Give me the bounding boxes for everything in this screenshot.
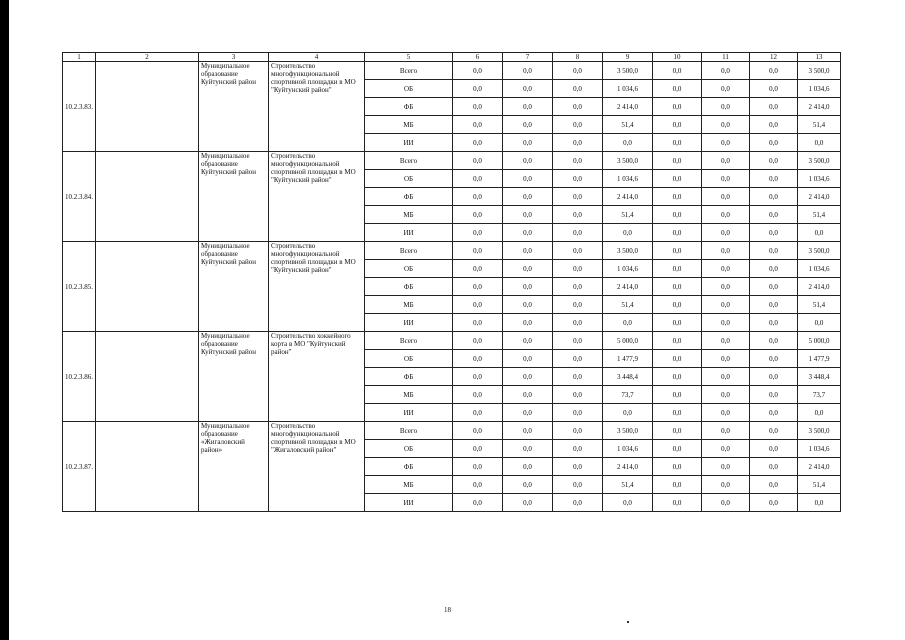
value-cell: 0,0 [750,458,798,476]
value-cell: 0,0 [750,62,798,80]
value-cell: 0,0 [750,188,798,206]
empty-cell [96,62,199,152]
value-cell: 0,0 [553,116,603,134]
executor-cell: Муниципальное образование Куйтунский район [199,62,269,152]
value-cell: 0,0 [553,134,603,152]
scan-speck [627,621,629,623]
table-row [63,62,841,80]
value-cell: 51,4 [798,296,841,314]
budget-table [62,52,841,512]
value-cell: 0,0 [798,134,841,152]
value-cell: 0,0 [553,152,603,170]
value-cell: 0,0 [553,440,603,458]
value-cell: 1 034,6 [798,260,841,278]
value-cell: 0,0 [453,440,503,458]
value-cell: 3 448,4 [603,368,653,386]
value-cell: 0,0 [702,422,750,440]
empty-cell [96,422,199,512]
value-cell: 0,0 [603,494,653,512]
value-cell: 0,0 [702,476,750,494]
value-cell: 51,4 [603,116,653,134]
value-cell: 0,0 [702,350,750,368]
value-cell: 0,0 [503,458,553,476]
value-cell: 0,0 [750,422,798,440]
col-header: 1 [63,53,96,62]
value-cell: 73,7 [603,386,653,404]
value-cell: 0,0 [653,260,702,278]
value-cell: 0,0 [750,98,798,116]
value-cell: 0,0 [453,170,503,188]
activity-cell: Строительство хоккейного корта в МО "Куйтунский район" [269,332,365,422]
value-cell: 0,0 [453,80,503,98]
value-cell: 5 000,0 [798,332,841,350]
value-cell: 0,0 [453,404,503,422]
funding-source: ФБ [365,98,453,116]
col-header: 8 [553,53,603,62]
item-code: 10.2.3.84. [63,152,96,242]
value-cell: 0,0 [503,278,553,296]
value-cell: 3 500,0 [603,152,653,170]
value-cell: 0,0 [798,314,841,332]
item-code: 10.2.3.83. [63,62,96,152]
funding-source: Всего [365,422,453,440]
value-cell: 0,0 [702,278,750,296]
value-cell: 0,0 [553,278,603,296]
funding-source: ФБ [365,458,453,476]
value-cell: 0,0 [653,152,702,170]
value-cell: 0,0 [653,332,702,350]
value-cell: 0,0 [653,476,702,494]
value-cell: 0,0 [503,314,553,332]
value-cell: 0,0 [653,242,702,260]
value-cell: 0,0 [750,386,798,404]
funding-source: МБ [365,296,453,314]
value-cell: 0,0 [702,404,750,422]
value-cell: 2 414,0 [798,98,841,116]
value-cell: 0,0 [750,134,798,152]
value-cell: 1 034,6 [603,170,653,188]
activity-cell: Строительство многофункциональной спортивной площадки в МО "Куйтунский район" [269,62,365,152]
table-row [63,152,841,170]
value-cell: 0,0 [553,350,603,368]
value-cell: 0,0 [503,98,553,116]
value-cell: 0,0 [702,98,750,116]
value-cell: 0,0 [503,62,553,80]
value-cell: 0,0 [603,404,653,422]
value-cell: 3 500,0 [798,422,841,440]
value-cell: 51,4 [603,296,653,314]
value-cell: 0,0 [653,386,702,404]
value-cell: 0,0 [503,224,553,242]
funding-source: ФБ [365,188,453,206]
value-cell: 0,0 [653,206,702,224]
value-cell: 1 034,6 [798,80,841,98]
col-header: 5 [365,53,453,62]
value-cell: 0,0 [702,242,750,260]
value-cell: 0,0 [453,62,503,80]
value-cell: 1 034,6 [798,440,841,458]
value-cell: 0,0 [453,458,503,476]
value-cell: 0,0 [503,296,553,314]
value-cell: 5 000,0 [603,332,653,350]
value-cell: 0,0 [750,80,798,98]
value-cell: 0,0 [750,440,798,458]
value-cell: 51,4 [603,476,653,494]
col-header: 3 [199,53,269,62]
value-cell: 0,0 [503,170,553,188]
value-cell: 73,7 [798,386,841,404]
value-cell: 0,0 [653,170,702,188]
value-cell: 0,0 [503,422,553,440]
value-cell: 0,0 [702,134,750,152]
value-cell: 0,0 [653,80,702,98]
funding-source: Всего [365,332,453,350]
value-cell: 0,0 [750,314,798,332]
value-cell: 0,0 [503,404,553,422]
value-cell: 0,0 [702,458,750,476]
value-cell: 0,0 [503,188,553,206]
value-cell: 0,0 [702,188,750,206]
value-cell: 0,0 [750,368,798,386]
value-cell: 0,0 [653,296,702,314]
value-cell: 2 414,0 [798,278,841,296]
value-cell: 0,0 [553,458,603,476]
value-cell: 0,0 [553,188,603,206]
value-cell: 2 414,0 [603,278,653,296]
funding-source: ИИ [365,314,453,332]
funding-source: ОБ [365,260,453,278]
value-cell: 0,0 [553,476,603,494]
item-code: 10.2.3.86. [63,332,96,422]
value-cell: 0,0 [453,332,503,350]
col-header: 7 [503,53,553,62]
table-row [63,422,841,440]
value-cell: 0,0 [503,368,553,386]
value-cell: 3 500,0 [603,62,653,80]
value-cell: 0,0 [702,116,750,134]
funding-source: Всего [365,152,453,170]
value-cell: 0,0 [798,494,841,512]
value-cell: 0,0 [453,152,503,170]
value-cell: 0,0 [653,188,702,206]
value-cell: 0,0 [453,296,503,314]
value-cell: 0,0 [653,314,702,332]
page-number: 18 [444,606,451,614]
value-cell: 0,0 [503,152,553,170]
value-cell: 0,0 [750,278,798,296]
value-cell: 0,0 [553,332,603,350]
executor-cell: Муниципальное образование Куйтунский район [199,332,269,422]
value-cell: 0,0 [553,368,603,386]
value-cell: 0,0 [702,170,750,188]
value-cell: 0,0 [553,386,603,404]
funding-source: ИИ [365,494,453,512]
value-cell: 51,4 [798,206,841,224]
table-row [63,242,841,260]
value-cell: 0,0 [553,494,603,512]
item-code: 10.2.3.87. [63,422,96,512]
value-cell: 0,0 [750,494,798,512]
value-cell: 1 477,9 [798,350,841,368]
value-cell: 0,0 [553,422,603,440]
value-cell: 0,0 [553,296,603,314]
value-cell: 0,0 [503,476,553,494]
value-cell: 0,0 [503,386,553,404]
value-cell: 0,0 [702,440,750,458]
value-cell: 0,0 [553,62,603,80]
value-cell: 0,0 [702,368,750,386]
value-cell: 0,0 [453,494,503,512]
value-cell: 0,0 [553,224,603,242]
value-cell: 0,0 [453,476,503,494]
value-cell: 3 500,0 [798,152,841,170]
value-cell: 0,0 [503,260,553,278]
value-cell: 0,0 [453,134,503,152]
value-cell: 0,0 [750,242,798,260]
activity-cell: Строительство многофункциональной спортивной площадки в МО "Жигаловский район" [269,422,365,512]
value-cell: 3 500,0 [603,242,653,260]
value-cell: 0,0 [503,134,553,152]
value-cell: 0,0 [453,188,503,206]
value-cell: 3 500,0 [798,62,841,80]
value-cell: 0,0 [750,296,798,314]
value-cell: 2 414,0 [603,458,653,476]
value-cell: 0,0 [653,98,702,116]
value-cell: 0,0 [702,206,750,224]
value-cell: 0,0 [503,332,553,350]
empty-cell [96,152,199,242]
value-cell: 0,0 [702,494,750,512]
table-body [63,62,841,512]
value-cell: 0,0 [702,80,750,98]
value-cell: 0,0 [702,260,750,278]
funding-source: ИИ [365,134,453,152]
value-cell: 0,0 [702,314,750,332]
value-cell: 0,0 [553,314,603,332]
value-cell: 0,0 [750,260,798,278]
value-cell: 0,0 [750,350,798,368]
scan-left-edge [0,0,9,640]
value-cell: 0,0 [503,80,553,98]
value-cell: 0,0 [750,152,798,170]
value-cell: 0,0 [603,224,653,242]
value-cell: 0,0 [653,116,702,134]
value-cell: 0,0 [453,242,503,260]
col-header: 2 [96,53,199,62]
item-code: 10.2.3.85. [63,242,96,332]
value-cell: 0,0 [750,404,798,422]
value-cell: 1 034,6 [603,80,653,98]
col-header: 10 [653,53,702,62]
value-cell: 0,0 [750,224,798,242]
value-cell: 0,0 [750,476,798,494]
value-cell: 0,0 [653,134,702,152]
funding-source: ФБ [365,278,453,296]
funding-source: МБ [365,476,453,494]
value-cell: 0,0 [653,278,702,296]
value-cell: 0,0 [702,332,750,350]
value-cell: 1 034,6 [603,260,653,278]
value-cell: 0,0 [653,494,702,512]
value-cell: 0,0 [798,404,841,422]
funding-source: ИИ [365,224,453,242]
value-cell: 0,0 [653,62,702,80]
funding-source: МБ [365,206,453,224]
value-cell: 0,0 [750,116,798,134]
value-cell: 0,0 [453,206,503,224]
col-header: 9 [603,53,653,62]
value-cell: 0,0 [702,152,750,170]
funding-source: ОБ [365,170,453,188]
value-cell: 0,0 [503,116,553,134]
value-cell: 51,4 [603,206,653,224]
executor-cell: Муниципальное образование Куйтунский район [199,152,269,242]
value-cell: 0,0 [503,350,553,368]
value-cell: 0,0 [453,368,503,386]
funding-source: МБ [365,116,453,134]
funding-source: Всего [365,62,453,80]
activity-cell: Строительство многофункциональной спортивной площадки в МО "Куйтунский район" [269,242,365,332]
table-row [63,332,841,350]
value-cell: 0,0 [603,134,653,152]
value-cell: 0,0 [553,170,603,188]
value-cell: 0,0 [750,170,798,188]
value-cell: 0,0 [798,224,841,242]
value-cell: 0,0 [750,206,798,224]
executor-cell: Муниципальное образование «Жигаловский район» [199,422,269,512]
value-cell: 3 500,0 [798,242,841,260]
value-cell: 0,0 [453,98,503,116]
value-cell: 1 034,6 [798,170,841,188]
value-cell: 0,0 [702,224,750,242]
value-cell: 0,0 [503,440,553,458]
value-cell: 0,0 [653,350,702,368]
value-cell: 0,0 [702,296,750,314]
value-cell: 51,4 [798,476,841,494]
value-cell: 0,0 [453,260,503,278]
value-cell: 0,0 [503,242,553,260]
value-cell: 0,0 [453,314,503,332]
value-cell: 0,0 [702,386,750,404]
value-cell: 51,4 [798,116,841,134]
value-cell: 1 477,9 [603,350,653,368]
funding-source: ФБ [365,368,453,386]
value-cell: 0,0 [702,62,750,80]
col-header: 12 [750,53,798,62]
value-cell: 0,0 [603,314,653,332]
activity-cell: Строительство многофункциональной спортивной площадки в МО "Куйтунский район" [269,152,365,242]
value-cell: 0,0 [553,80,603,98]
value-cell: 2 414,0 [603,188,653,206]
empty-cell [96,332,199,422]
col-header: 6 [453,53,503,62]
value-cell: 0,0 [553,206,603,224]
value-cell: 0,0 [750,332,798,350]
value-cell: 2 414,0 [798,458,841,476]
value-cell: 0,0 [553,404,603,422]
value-cell: 0,0 [653,368,702,386]
value-cell: 0,0 [453,422,503,440]
value-cell: 2 414,0 [798,188,841,206]
value-cell: 0,0 [453,350,503,368]
value-cell: 0,0 [503,494,553,512]
empty-cell [96,242,199,332]
funding-source: ОБ [365,350,453,368]
value-cell: 0,0 [553,260,603,278]
value-cell: 2 414,0 [603,98,653,116]
value-cell: 0,0 [553,98,603,116]
col-header: 11 [702,53,750,62]
funding-source: ОБ [365,80,453,98]
value-cell: 0,0 [653,422,702,440]
col-header: 4 [269,53,365,62]
funding-source: Всего [365,242,453,260]
value-cell: 0,0 [653,440,702,458]
value-cell: 0,0 [553,242,603,260]
value-cell: 3 448,4 [798,368,841,386]
funding-source: ОБ [365,440,453,458]
value-cell: 0,0 [653,404,702,422]
value-cell: 0,0 [653,458,702,476]
value-cell: 0,0 [453,278,503,296]
value-cell: 3 500,0 [603,422,653,440]
value-cell: 0,0 [653,224,702,242]
value-cell: 1 034,6 [603,440,653,458]
header-row [63,53,841,62]
value-cell: 0,0 [453,386,503,404]
funding-source: ИИ [365,404,453,422]
executor-cell: Муниципальное образование Куйтунский район [199,242,269,332]
value-cell: 0,0 [453,224,503,242]
col-header: 13 [798,53,841,62]
funding-source: МБ [365,386,453,404]
value-cell: 0,0 [453,116,503,134]
value-cell: 0,0 [503,206,553,224]
